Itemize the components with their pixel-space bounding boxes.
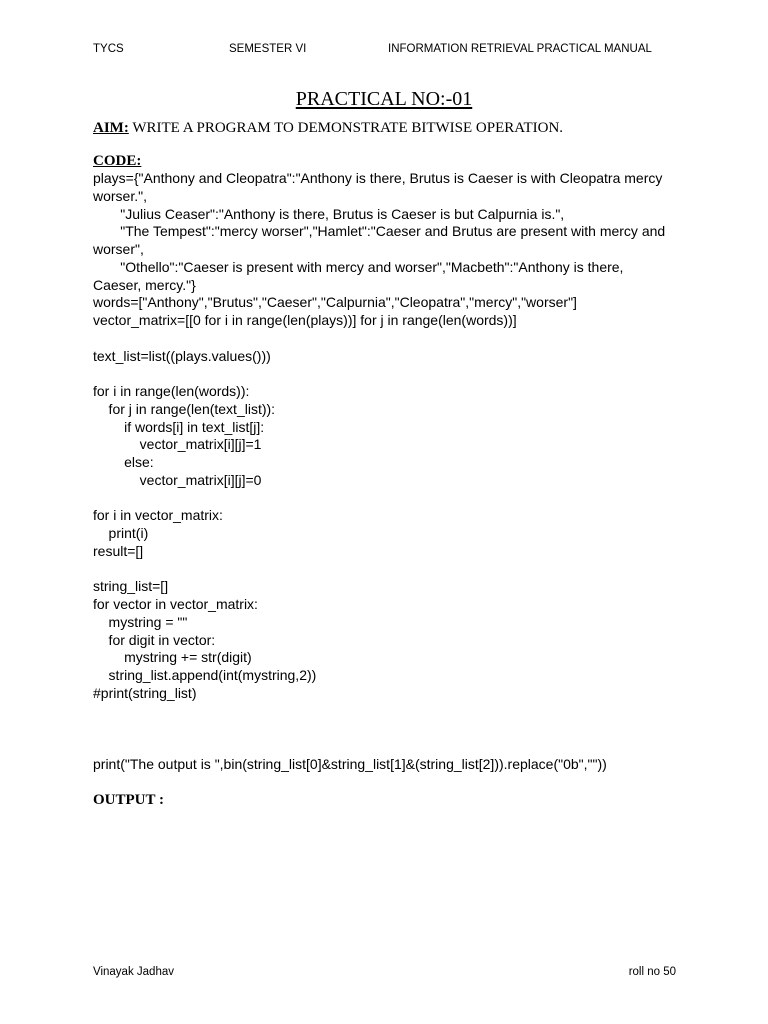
code-line <box>93 365 693 383</box>
code-line: worser", <box>93 241 144 257</box>
code-line: text_list=list((plays.values())) <box>93 347 271 364</box>
page-header <box>0 43 768 59</box>
code-line: print("The output is ",bin(string_list[0]&string_list[1]&(string_list[2])).replace("0b","")) <box>93 755 607 772</box>
code-line: plays={"Anthony and Cleopatra":"Anthony is there, Brutus is Caeser is with Cleopatra mercy <box>93 170 663 186</box>
code-line: if words[i] in text_list[j]: <box>93 418 265 435</box>
code-line: result=[] <box>93 542 144 559</box>
code-line: words=["Anthony","Brutus","Caeser","Calpurnia","Cleopatra","mercy","worser"] <box>93 294 577 311</box>
page-title: PRACTICAL NO:-01 <box>295 88 473 110</box>
code-line: "The Tempest":"mercy worser","Hamlet":"Caeser and Brutus are present with mercy and <box>93 223 666 240</box>
code-line: #print(string_list) <box>93 684 197 701</box>
code-line: vector_matrix[i][j]=0 <box>93 471 262 488</box>
aim-statement <box>93 120 563 137</box>
code-line <box>93 561 693 579</box>
code-line: for vector in vector_matrix: <box>93 596 258 612</box>
aim-label: AIM: <box>93 120 129 136</box>
code-block <box>93 170 693 774</box>
code-line: else: <box>93 454 154 470</box>
code-line <box>93 720 693 738</box>
code-line: string_list.append(int(mystring,2)) <box>93 667 317 683</box>
code-line: for i in range(len(words)): <box>93 383 250 399</box>
code-line: for i in vector_matrix: <box>93 507 223 524</box>
code-line <box>93 490 693 508</box>
code-line: mystring += str(digit) <box>93 649 252 666</box>
code-line: string_list=[] <box>93 578 169 595</box>
code-line: for j in range(len(text_list)): <box>93 400 276 417</box>
code-line: vector_matrix[i][j]=1 <box>93 436 262 453</box>
code-line <box>93 738 693 756</box>
header-semester: SEMESTER VI <box>229 43 307 55</box>
code-line: vector_matrix=[[0 for i in range(len(plays))] for j in range(len(words))] <box>93 312 517 328</box>
code-line <box>93 330 693 348</box>
code-line: for digit in vector: <box>93 631 216 648</box>
header-course: TYCS <box>93 43 124 55</box>
code-line: worser.", <box>93 187 147 204</box>
code-line: "Othello":"Caeser is present with mercy and worser","Macbeth":"Anthony is there, <box>93 258 624 275</box>
footer-author: Vinayak Jadhav <box>93 966 174 978</box>
code-line: mystring = "" <box>93 613 188 630</box>
header-manual-title: INFORMATION RETRIEVAL PRACTICAL MANUAL <box>388 43 652 55</box>
footer-roll-number: roll no 50 <box>628 966 676 978</box>
aim-text: WRITE A PROGRAM TO DEMONSTRATE BITWISE OPERATION. <box>132 120 564 136</box>
code-line: Caeser, mercy."} <box>93 276 196 293</box>
code-line <box>93 703 693 721</box>
output-label: OUTPUT : <box>93 792 164 808</box>
code-label: CODE: <box>93 153 142 169</box>
code-line: print(i) <box>93 525 149 541</box>
code-line: "Julius Ceaser":"Anthony is there, Brutus is Caeser is but Calpurnia is.", <box>93 205 565 222</box>
